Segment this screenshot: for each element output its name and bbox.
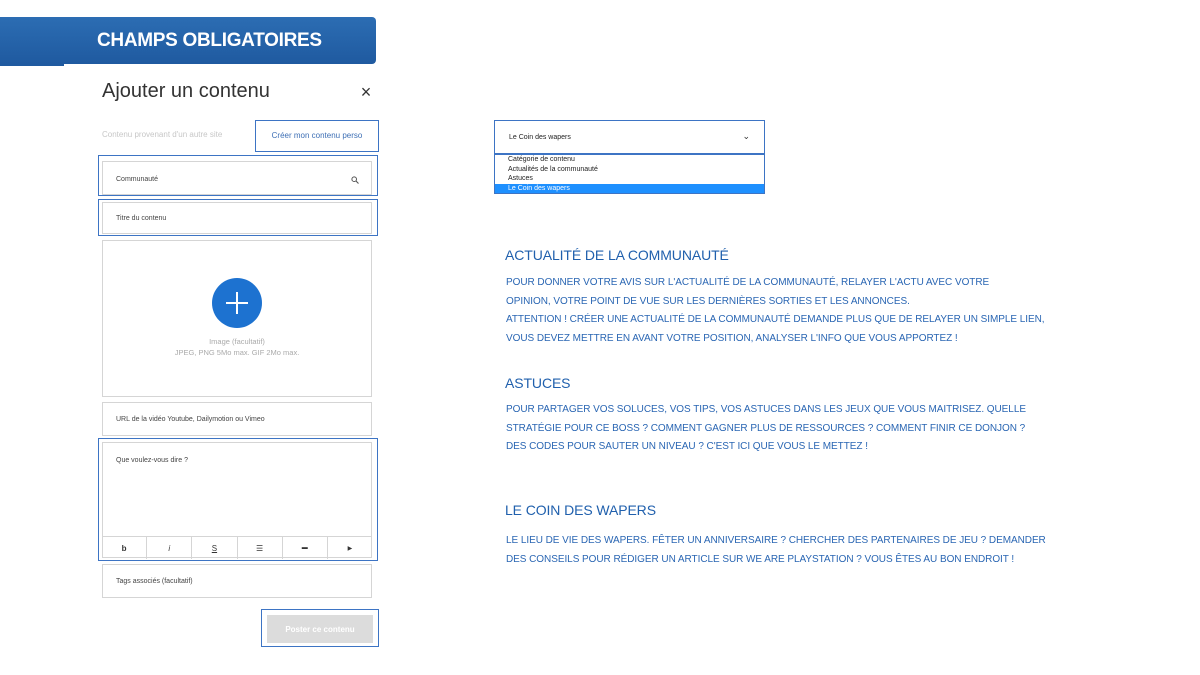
category-options-list	[494, 154, 765, 194]
tags-input[interactable]	[102, 564, 372, 598]
section-title-wapers-corner: LE COIN DES WAPERS	[505, 502, 656, 518]
post-content-button[interactable]: Poster ce contenu	[267, 615, 373, 643]
strike-icon: S	[211, 543, 218, 553]
community-search-input[interactable]	[102, 161, 372, 195]
option-community-news[interactable]: Actualités de la communauté	[508, 165, 598, 173]
category-selected-value: Le Coin des wapers	[509, 134, 571, 141]
text-line: DES CONSEILS POUR RÉDIGER UN ARTICLE SUR WE ARE PLAYSTATION ? VOUS ÊTES AU BON ENDROIT !	[506, 553, 1015, 565]
text-line: STRATÉGIE POUR CE BOSS ? COMMENT GAGNER PLUS DE RESSOURCES ? COMMENT FINIR CE DONJON ?	[506, 422, 1026, 434]
section-title-community-news: ACTUALITÉ DE LA COMMUNAUTÉ	[505, 247, 729, 263]
video-placeholder: URL de la vidéo Youtube, Dailymotion ou Vimeo	[116, 416, 265, 423]
community-placeholder: Communauté	[116, 176, 159, 183]
close-icon[interactable]: ×	[360, 82, 372, 102]
text-line: LE LIEU DE VIE DES WAPERS. FÊTER UN ANNIVERSAIRE ? CHERCHER DES PARTENAIRES DE JEU ? DEMANDER	[506, 535, 1046, 546]
category-select[interactable]	[494, 120, 765, 154]
insert-video-button[interactable]	[328, 537, 372, 559]
italic-icon: i	[168, 543, 171, 553]
bold-button[interactable]	[102, 537, 147, 559]
chevron-down-icon: ⌄	[742, 131, 750, 141]
tab-external-content[interactable]: Contenu provenant d'un autre site	[102, 130, 223, 139]
image-icon: ▬	[301, 545, 308, 551]
image-label: Image (facultatif)	[209, 337, 265, 346]
dialog-title: Ajouter un contenu	[102, 80, 270, 102]
text-line: ATTENTION ! CRÉER UNE ACTUALITÉ DE LA COMMUNAUTÉ DEMANDE PLUS QUE DE RELAYER UN SIMPLE LIEN,	[506, 314, 1045, 325]
body-placeholder: Que voulez-vous dire ?	[116, 457, 188, 464]
tab-own-content[interactable]: Créer mon contenu perso	[255, 120, 379, 152]
editor-toolbar	[102, 536, 372, 559]
strikethrough-button[interactable]	[192, 537, 237, 559]
banner-title: CHAMPS OBLIGATOIRES	[97, 30, 322, 51]
text-line: OPINION, VOTRE POINT DE VUE SUR LES DERNIÈRES SORTIES ET LES ANNONCES.	[506, 295, 910, 307]
image-format-hint: JPEG, PNG 5Mo max. GIF 2Mo max.	[174, 348, 300, 357]
list-button[interactable]	[238, 537, 283, 559]
text-line: POUR PARTAGER VOS SOLUCES, VOS TIPS, VOS ASTUCES DANS LES JEUX QUE VOUS MAITRISEZ. QUELLE	[506, 404, 1026, 415]
bold-icon: b	[121, 543, 127, 553]
content-title-input[interactable]	[102, 202, 372, 234]
tags-placeholder: Tags associés (facultatif)	[116, 578, 193, 585]
section-text-tips	[506, 401, 1106, 457]
insert-image-button[interactable]	[283, 537, 328, 559]
section-text-wapers-corner	[506, 532, 1106, 569]
banner-underline	[0, 64, 64, 66]
italic-button[interactable]	[147, 537, 192, 559]
search-icon	[351, 176, 359, 184]
option-tips[interactable]: Astuces	[508, 175, 533, 182]
text-line: DES CODES POUR SAUTER UN NIVEAU ? C'EST ICI QUE VOUS LE METTEZ !	[506, 441, 868, 452]
video-icon: ▶	[347, 545, 353, 552]
list-icon: ☰	[256, 543, 264, 553]
section-title-tips: ASTUCES	[505, 375, 571, 391]
option-content-category[interactable]: Catégorie de contenu	[508, 156, 575, 163]
video-url-input[interactable]	[102, 402, 372, 436]
title-placeholder: Titre du contenu	[116, 215, 167, 222]
text-line: VOUS DEVEZ METTRE EN AVANT VOTRE POSITION, ANALYSER L'INFO QUE VOUS APPORTEZ !	[506, 332, 958, 344]
section-text-community-news	[506, 274, 1106, 348]
add-image-plus-icon[interactable]	[212, 278, 262, 328]
option-wapers-corner[interactable]: Le Coin des wapers	[495, 184, 764, 194]
text-line: POUR DONNER VOTRE AVIS SUR L'ACTUALITÉ DE LA COMMUNAUTÉ, RELAYER L'ACTU AVEC VOTRE	[506, 277, 990, 288]
required-fields-banner	[0, 17, 376, 64]
